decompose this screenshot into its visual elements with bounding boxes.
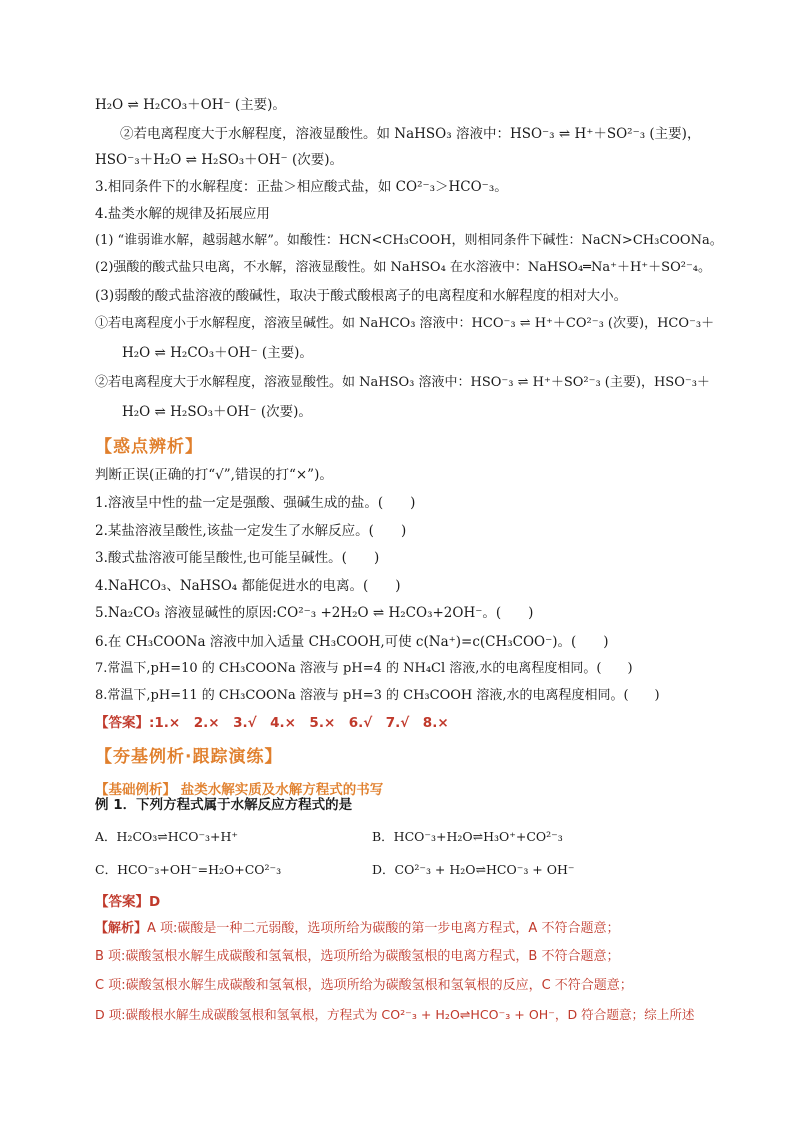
text-line: ②若电离程度大于水解程度，溶液显酸性。如 NaHSO₃ 溶液中：HSO⁻₃ ⇌ H⁺＋SO²⁻₃ (主要)，HSO⁻₃＋ — [95, 375, 710, 390]
answer-line — [95, 893, 160, 911]
question-item: 7.常温下,pH=10 的 CH₃COONa 溶液与 pH=4 的 NH₄Cl 溶液,水的电离程度相同。( ) — [95, 661, 633, 676]
question-item: 6.在 CH₃COONa 溶液中加入适量 CH₃COOH,可使 c(Na⁺)=c(CH₃COO⁻)。( ) — [95, 634, 609, 650]
text-line: H₂O ⇌ H₂SO₃＋OH⁻ (次要)。 — [122, 404, 312, 420]
instruction-text: 判断正误(正确的打“√”,错误的打“×”)。 — [95, 467, 333, 483]
answer-label: 【答案】 — [95, 894, 149, 910]
question-item: 5.Na₂CO₃ 溶液显碱性的原因:CO²⁻₃ +2H₂O ⇌ H₂CO₃+2OH⁻。( ) — [95, 605, 534, 621]
answer-value: D — [149, 894, 161, 910]
sub-heading: 【基础例析】 盐类水解实质及水解方程式的书写 — [95, 782, 384, 798]
answer-line — [95, 714, 449, 732]
text-line: 3.相同条件下的水解程度：正盐＞相应酸式盐，如 CO²⁻₃＞HCO⁻₃。 — [95, 179, 508, 195]
text-line: (2)强酸的酸式盐只电离，不水解，溶液显酸性。如 NaHSO₄ 在水溶液中：NaHSO₄═Na⁺＋H⁺＋SO²⁻₄。 — [95, 260, 712, 275]
text-line: 4.盐类水解的规律及拓展应用 — [95, 206, 270, 222]
option-b: B．HCO⁻₃+H₂O⇌H₃O⁺+CO²⁻₃ — [372, 829, 563, 844]
question-item: 8.常温下,pH=11 的 CH₃COONa 溶液与 pH=3 的 CH₃COOH 溶液,水的电离程度相同。( ) — [95, 688, 660, 703]
text-line: ①若电离程度小于水解程度，溶液呈碱性。如 NaHCO₃ 溶液中：HCO⁻₃ ⇌ H⁺＋CO²⁻₃ (次要)，HCO⁻₃＋ — [95, 316, 715, 331]
analysis-line — [95, 920, 619, 938]
option-a: A．H₂CO₃⇌HCO⁻₃+H⁺ — [95, 829, 239, 844]
text-line: ②若电离程度大于水解程度，溶液显酸性。如 NaHSO₃ 溶液中：HSO⁻₃ ⇌ H⁺＋SO²⁻₃ (主要)， — [120, 126, 701, 142]
analysis-line: C 项:碳酸氢根水解生成碳酸和氢氧根，选项所给为碳酸氢根和氢氧根的反应，C 不符合题意； — [95, 978, 633, 993]
text-line: HSO⁻₃＋H₂O ⇌ H₂SO₃＋OH⁻ (次要)。 — [95, 152, 343, 168]
answer-label: 【答案】 — [95, 715, 149, 731]
section-heading: 【夯基例析·跟踪演练】 — [95, 747, 283, 767]
answer-text: :1.× 2.× 3.√ 4.× 5.× 6.√ 7.√ 8.× — [149, 715, 449, 731]
section-heading: 【惑点辨析】 — [95, 437, 203, 457]
analysis-line: B 项:碳酸氢根水解生成碳酸和氢氧根，选项所给为碳酸氢根的电离方程式，B 不符合题意； — [95, 949, 620, 964]
text-line: (3)弱酸的酸式盐溶液的酸碱性，取决于酸式酸根离子的电离程度和水解程度的相对大小。 — [95, 288, 628, 304]
analysis-label: 【解析】 — [95, 921, 148, 936]
option-c: C．HCO⁻₃+OH⁻=H₂O+CO²⁻₃ — [95, 862, 282, 877]
question-stem: 例 1．下列方程式属于水解反应方程式的是 — [95, 797, 353, 813]
question-item: 4.NaHCO₃、NaHSO₄ 都能促进水的电离。( ) — [95, 578, 401, 594]
text-line: (1) “谁弱谁水解，越弱越水解”。如酸性：HCN<CH₃COOH，则相同条件下碱性：NaCN>CH₃COONa。 — [95, 233, 723, 248]
option-d: D．CO²⁻₃ + H₂O⇌HCO⁻₃ + OH⁻ — [372, 862, 575, 877]
question-item: 2.某盐溶液呈酸性,该盐一定发生了水解反应。( ) — [95, 523, 407, 539]
text-line: H₂O ⇌ H₂CO₃＋OH⁻ (主要)。 — [122, 345, 313, 361]
analysis-line: D 项:碳酸根水解生成碳酸氢根和氢氧根，方程式为 CO²⁻₃ + H₂O⇌HCO⁻₃ + OH⁻，D 符合题意；综上所述 — [95, 1007, 695, 1022]
question-item: 1.溶液呈中性的盐一定是强酸、强碱生成的盐。( ) — [95, 495, 416, 511]
analysis-text: A 项:碳酸是一种二元弱酸，选项所给为碳酸的第一步电离方程式，A 不符合题意； — [147, 921, 620, 936]
text-line: H₂O ⇌ H₂CO₃＋OH⁻ (主要)。 — [95, 97, 286, 113]
question-item: 3.酸式盐溶液可能呈酸性,也可能呈碱性。( ) — [95, 550, 380, 566]
